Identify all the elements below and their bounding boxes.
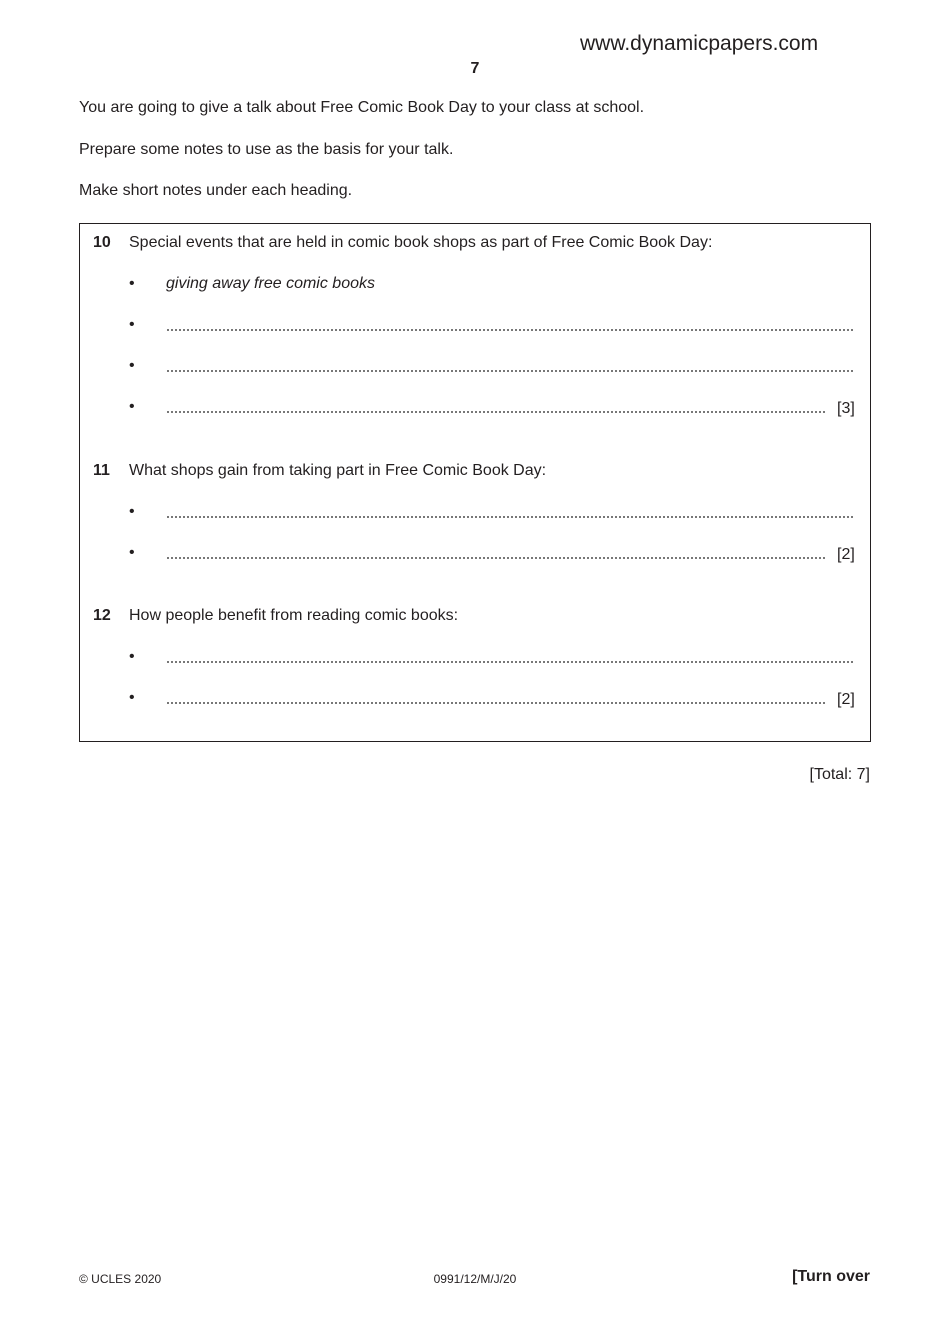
answer-line[interactable] [166, 329, 854, 331]
bullet-icon: • [129, 689, 135, 706]
total-marks: [Total: 7] [809, 766, 870, 783]
answer-line[interactable] [166, 557, 826, 559]
question-number: 11 [93, 462, 110, 479]
bullet-icon: • [129, 398, 135, 415]
bullet-icon: • [129, 648, 135, 665]
example-answer: giving away free comic books [166, 275, 375, 292]
question-number: 10 [93, 234, 111, 251]
answer-line[interactable] [166, 516, 854, 518]
marks-label: [2] [837, 691, 855, 708]
answer-line[interactable] [166, 411, 826, 413]
page-number: 7 [470, 60, 480, 77]
bullet-icon: • [129, 503, 135, 520]
instruction-line: Prepare some notes to use as the basis for your talk. [79, 141, 454, 158]
marks-label: [2] [837, 546, 855, 563]
website-url: www.dynamicpapers.com [580, 32, 819, 55]
notes-box [79, 223, 871, 742]
answer-line[interactable] [166, 702, 826, 704]
question-number: 12 [93, 607, 111, 624]
question-text: How people benefit from reading comic books: [129, 607, 459, 624]
bullet-icon: • [129, 316, 135, 333]
instruction-line: Make short notes under each heading. [79, 182, 353, 199]
question-text: Special events that are held in comic book shops as part of Free Comic Book Day: [129, 234, 713, 251]
bullet-icon: • [129, 275, 135, 292]
bullet-icon: • [129, 544, 135, 561]
answer-line[interactable] [166, 370, 854, 372]
question-text: What shops gain from taking part in Free Comic Book Day: [129, 462, 547, 479]
marks-label: [3] [837, 400, 855, 417]
bullet-icon: • [129, 357, 135, 374]
copyright: © UCLES 2020 [79, 1272, 162, 1286]
turn-over: [Turn over [792, 1268, 870, 1285]
instruction-line: You are going to give a talk about Free Comic Book Day to your class at school. [79, 99, 645, 116]
answer-line[interactable] [166, 661, 854, 663]
paper-code: 0991/12/M/J/20 [433, 1272, 517, 1286]
